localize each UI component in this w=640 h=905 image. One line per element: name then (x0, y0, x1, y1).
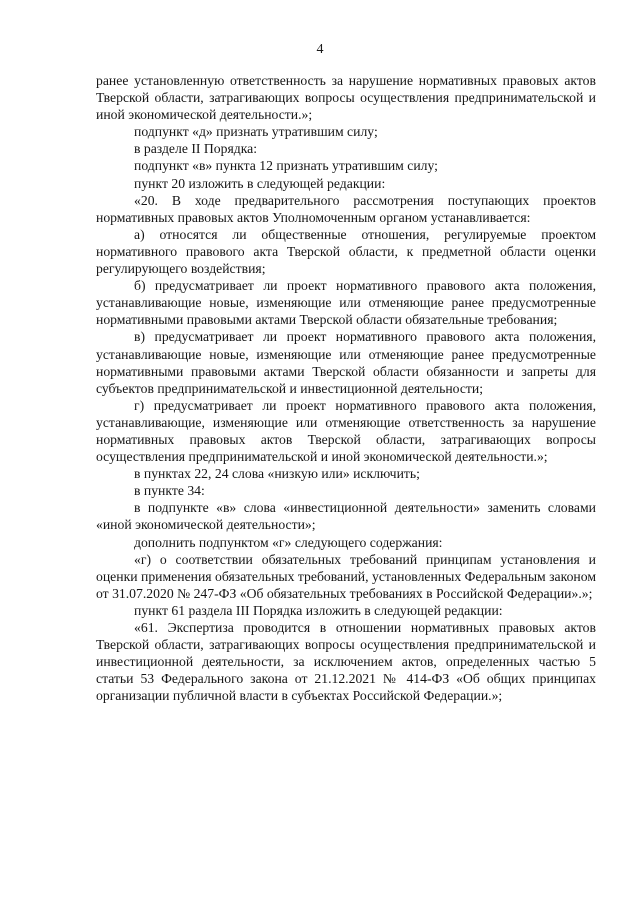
paragraph: в пунктах 22, 24 слова «низкую или» исключить; (134, 466, 420, 482)
paragraph-continuation: ранее установленную ответственность за нарушение нормативных правовых актов Тверской области, затрагивающих вопросы осуществления предпринимательской и иной экономической деятельности.»; (96, 73, 596, 123)
paragraph: в подпункте «в» слова «инвестиционной деятельности» заменить словами «иной экономической деятельности»; (96, 500, 596, 533)
paragraph: подпункт «в» пункта 12 признать утратившим силу; (134, 158, 438, 174)
paragraph: дополнить подпунктом «г» следующего содержания: (134, 534, 443, 550)
document-body (96, 72, 596, 704)
paragraph: в) предусматривает ли проект нормативного правового акта положения, устанавливающие новые, изменяющие или отменяющие ранее предусмотренные нормативными правовыми актами Тверской области обязанности и запреты для субъектов предпринимательской и инвестиционной деятельности; (96, 329, 596, 396)
paragraph: а) относятся ли общественные отношения, регулируемые проектом нормативного правового акта Тверской области, к предметной области оценки регулирующего воздействия; (96, 226, 596, 277)
paragraph: в разделе II Порядка: (134, 141, 258, 157)
paragraph: «20. В ходе предварительного рассмотрения поступающих проектов нормативных правовых актов Уполномоченным органом устанавливается: (96, 192, 596, 225)
paragraph: в пункте 34: (134, 483, 205, 499)
paragraph: «61. Экспертиза проводится в отношении нормативных правовых актов Тверской области, затрагивающих вопросы осуществления предпринимательской и инвестиционной деятельности, за исключением актов, определенных частью 5 статьи 53 Федерального закона от 21.12.2021 № 414-ФЗ «Об общих принципах организации публичной власти в субъектах Российской Федерации.»; (96, 620, 596, 704)
paragraph: б) предусматривает ли проект нормативного правового акта положения, устанавливающие новые, изменяющие или отменяющие ранее предусмотренные нормативными правовыми актами Тверской области обязательные требования; (96, 278, 596, 328)
paragraph: г) предусматривает ли проект нормативного правового акта положения, устанавливающие, изменяющие или отменяющие ответственность за нарушение нормативных правовых актов Тверской области, затрагивающих вопросы осуществления предпринимательской и иной экономической деятельности.»; (96, 397, 596, 465)
paragraph: «г) о соответствии обязательных требований принципам установления и оценки применения обязательных требований, установленных Федеральным законом от 31.07.2020 № 247-ФЗ «Об обязательных требованиях в Российской Федерации».»; (96, 551, 596, 601)
paragraph: пункт 61 раздела III Порядка изложить в следующей редакции: (134, 602, 503, 618)
paragraph: подпункт «д» признать утратившим силу; (134, 124, 378, 140)
page-number: 4 (316, 42, 324, 57)
paragraph: пункт 20 изложить в следующей редакции: (134, 175, 386, 191)
